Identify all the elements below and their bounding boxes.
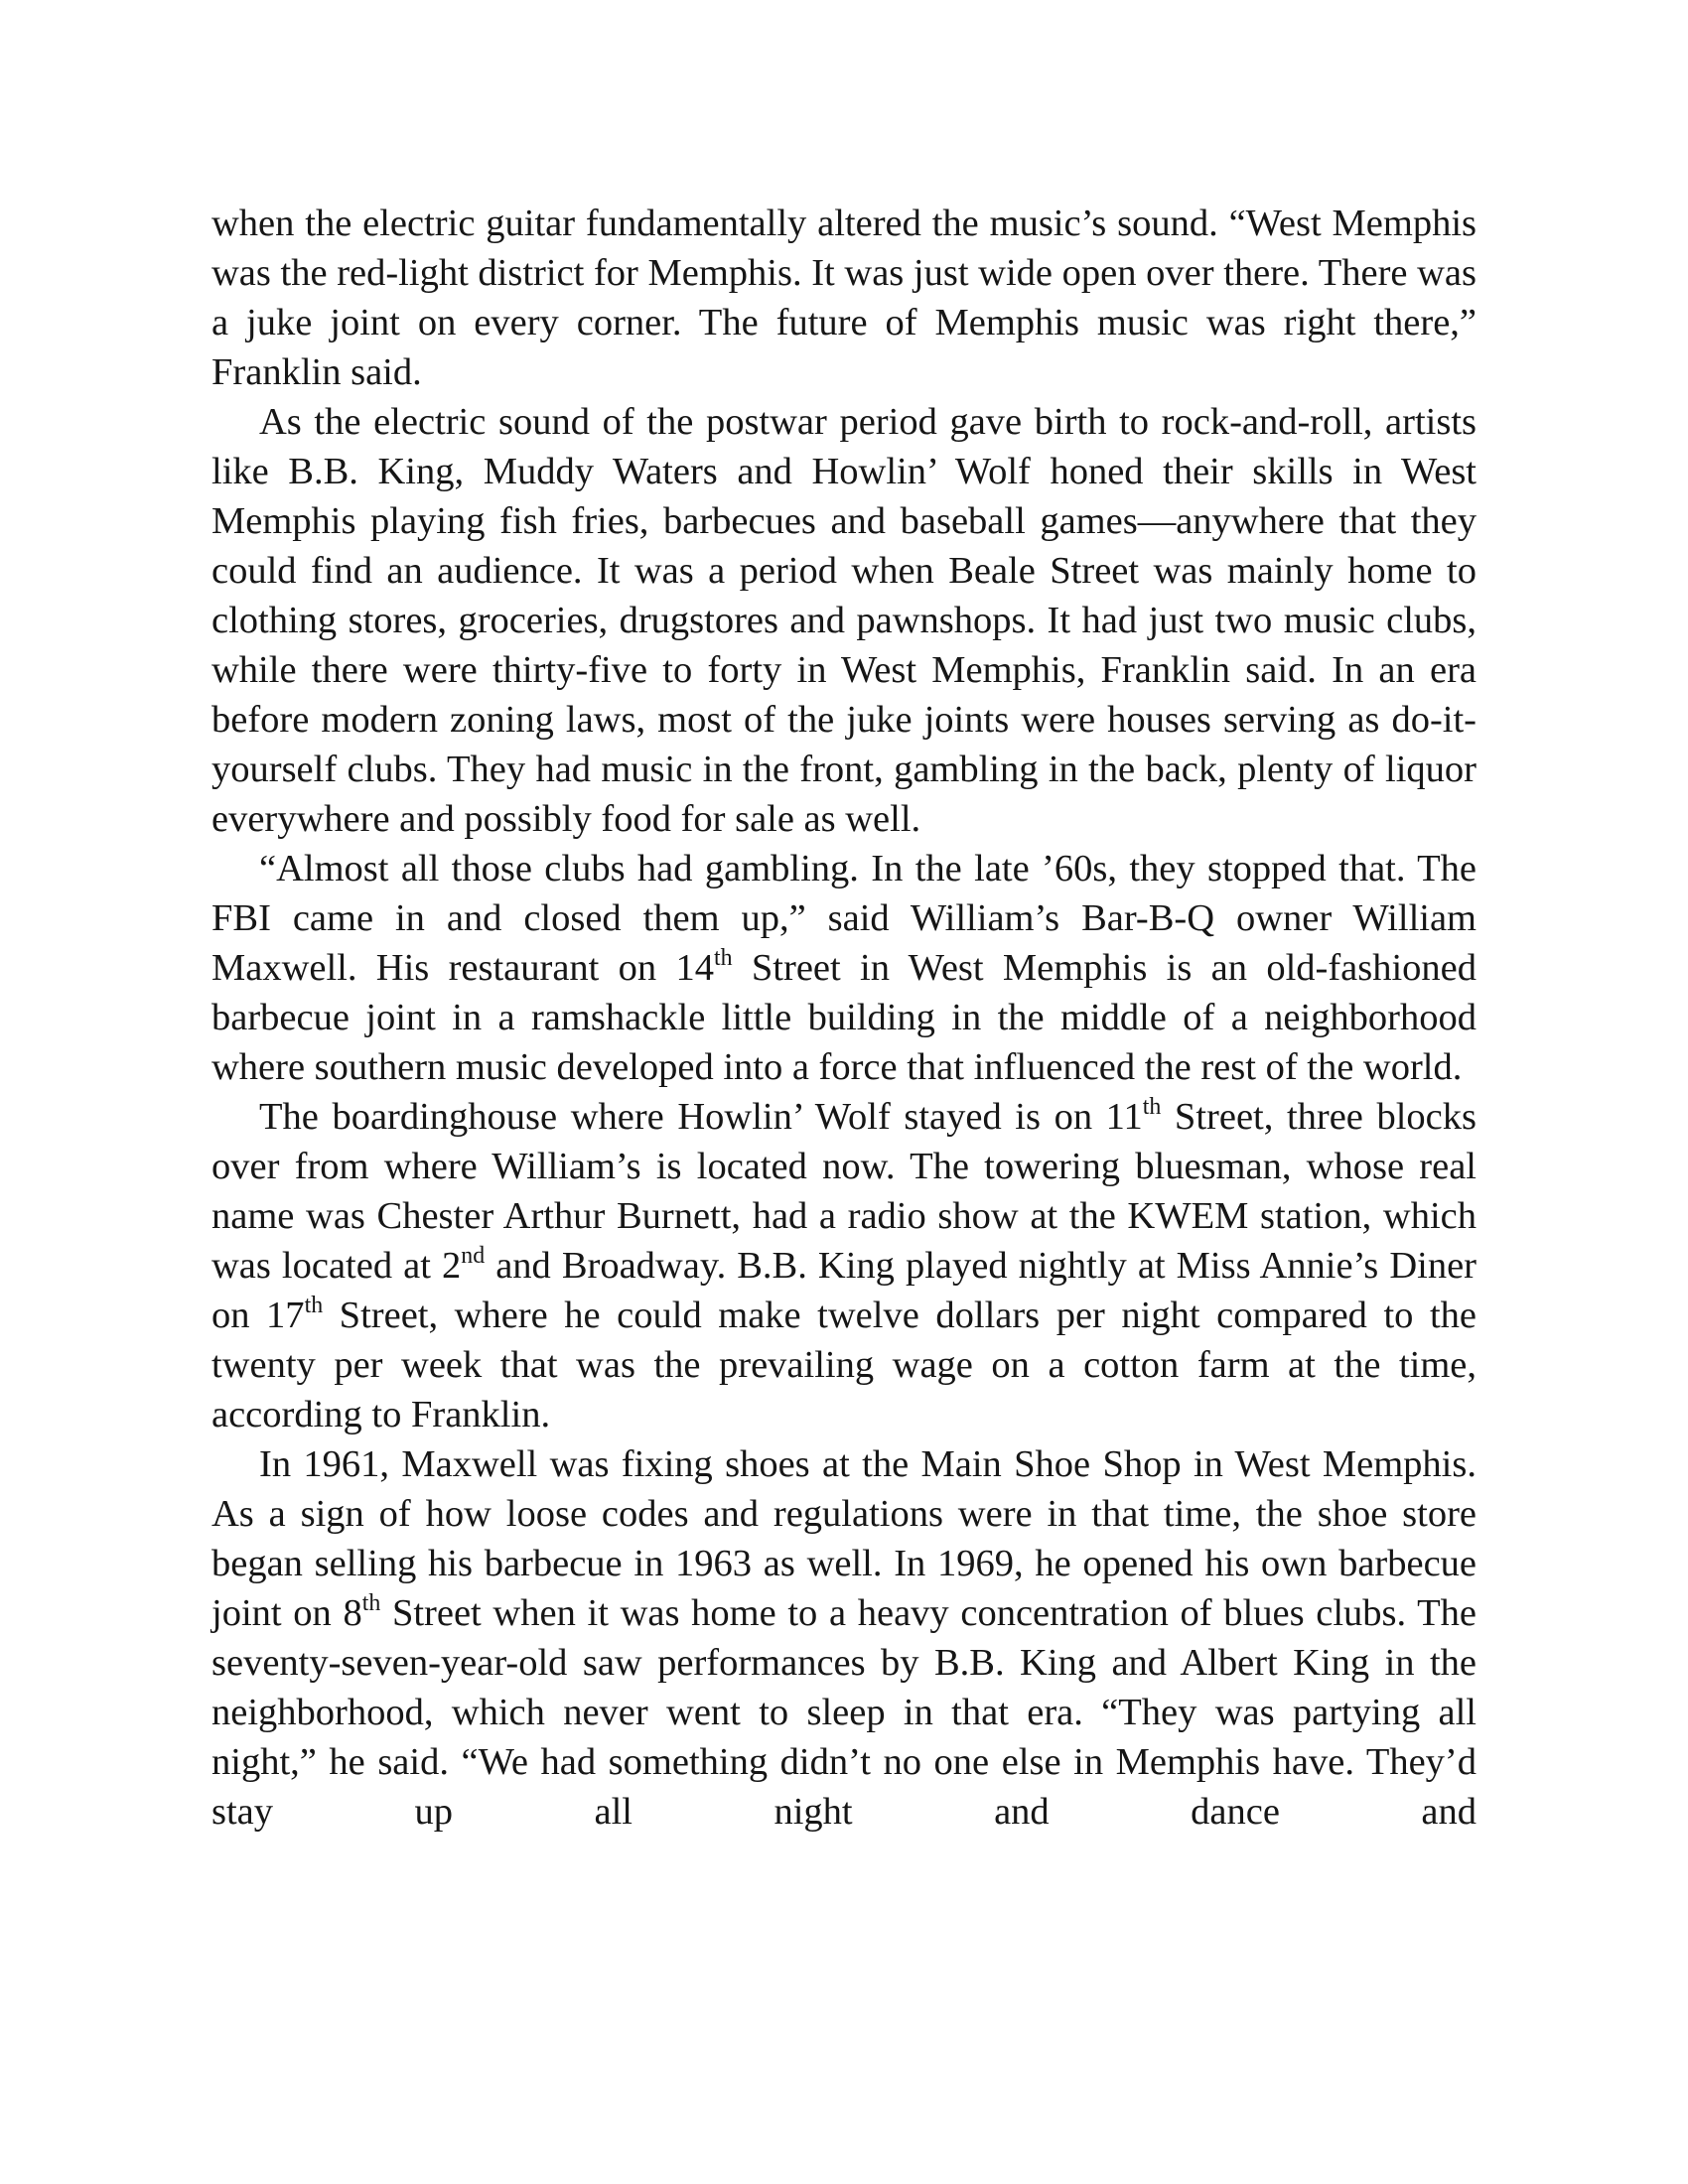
paragraph xyxy=(211,397,1477,844)
text-run: Street in West Memphis is an old-fashioned barbecue joint in a ramshackle little building in the middle of a neighborhood where southern music developed into a force that influenced the rest of the world. xyxy=(211,947,1477,1088)
ordinal-suffix: th xyxy=(361,1589,381,1616)
text-run: In 1961, Maxwell was fixing shoes at the Main Shoe Shop in West Memphis. As a sign of how loose codes and regulations were in that time, the shoe store began selling his barbecue in 1963 as well. In 1969, he opened his own barbecue joint on 8 xyxy=(211,1443,1477,1634)
text-run: Street, three blocks over from where William’s is located now. The towering bluesman, whose real name was Chester Arthur Burnett, had a radio show at the KWEM station, which was located at 2 xyxy=(211,1096,1477,1287)
document-page xyxy=(211,199,1477,1837)
paragraph xyxy=(211,844,1477,1092)
text-run: when the electric guitar fundamentally altered the music’s sound. “West Memphis was the red-light district for Memphis. It was just wide open over there. There was a juke joint on every corner. The future of Memphis music was right there,” Franklin said. xyxy=(211,203,1477,393)
text-run: Street, where he could make twelve dollars per night compared to the twenty per week that was the prevailing wage on a cotton farm at the time, according to Franklin. xyxy=(211,1295,1477,1435)
text-run: and Broadway. B.B. King played nightly at Miss Annie’s Diner on 17 xyxy=(211,1245,1477,1336)
text-run: “Almost all those clubs had gambling. In the late ’60s, they stopped that. The FBI came in and closed them up,” said William’s Bar-B-Q owner William Maxwell. His restaurant on 14 xyxy=(211,848,1477,989)
text-run: As the electric sound of the postwar period gave birth to rock-and-roll, artists like B.B. King, Muddy Waters and Howlin’ Wolf honed their skills in West Memphis playing fish fries, barbecues and baseball games—anywhere that they could find an audience. It was a period when Beale Street was mainly home to clothing stores, groceries, drugstores and pawnshops. It had just two music clubs, while there were thirty-five to forty in West Memphis, Franklin said. In an era before modern zoning laws, most of the juke joints were houses serving as do-it-yourself clubs. They had music in the front, gambling in the back, plenty of liquor everywhere and possibly food for sale as well. xyxy=(211,401,1477,840)
text-run: Street when it was home to a heavy concentration of blues clubs. The seventy-seven-year-old saw performances by B.B. King and Albert King in the neighborhood, which never went to sleep in that era. “They was partying all night,” he said. “We had something didn’t no one else in Memphis have. They’d stay up all night and dance and xyxy=(211,1592,1477,1833)
ordinal-suffix: th xyxy=(714,944,733,971)
paragraph xyxy=(211,1092,1477,1439)
paragraph xyxy=(211,1439,1477,1837)
ordinal-suffix: th xyxy=(1142,1093,1162,1120)
paragraph xyxy=(211,199,1477,397)
ordinal-suffix: th xyxy=(304,1292,324,1318)
ordinal-suffix: nd xyxy=(461,1242,486,1269)
text-run: The boardinghouse where Howlin’ Wolf stayed is on 11 xyxy=(259,1096,1143,1138)
